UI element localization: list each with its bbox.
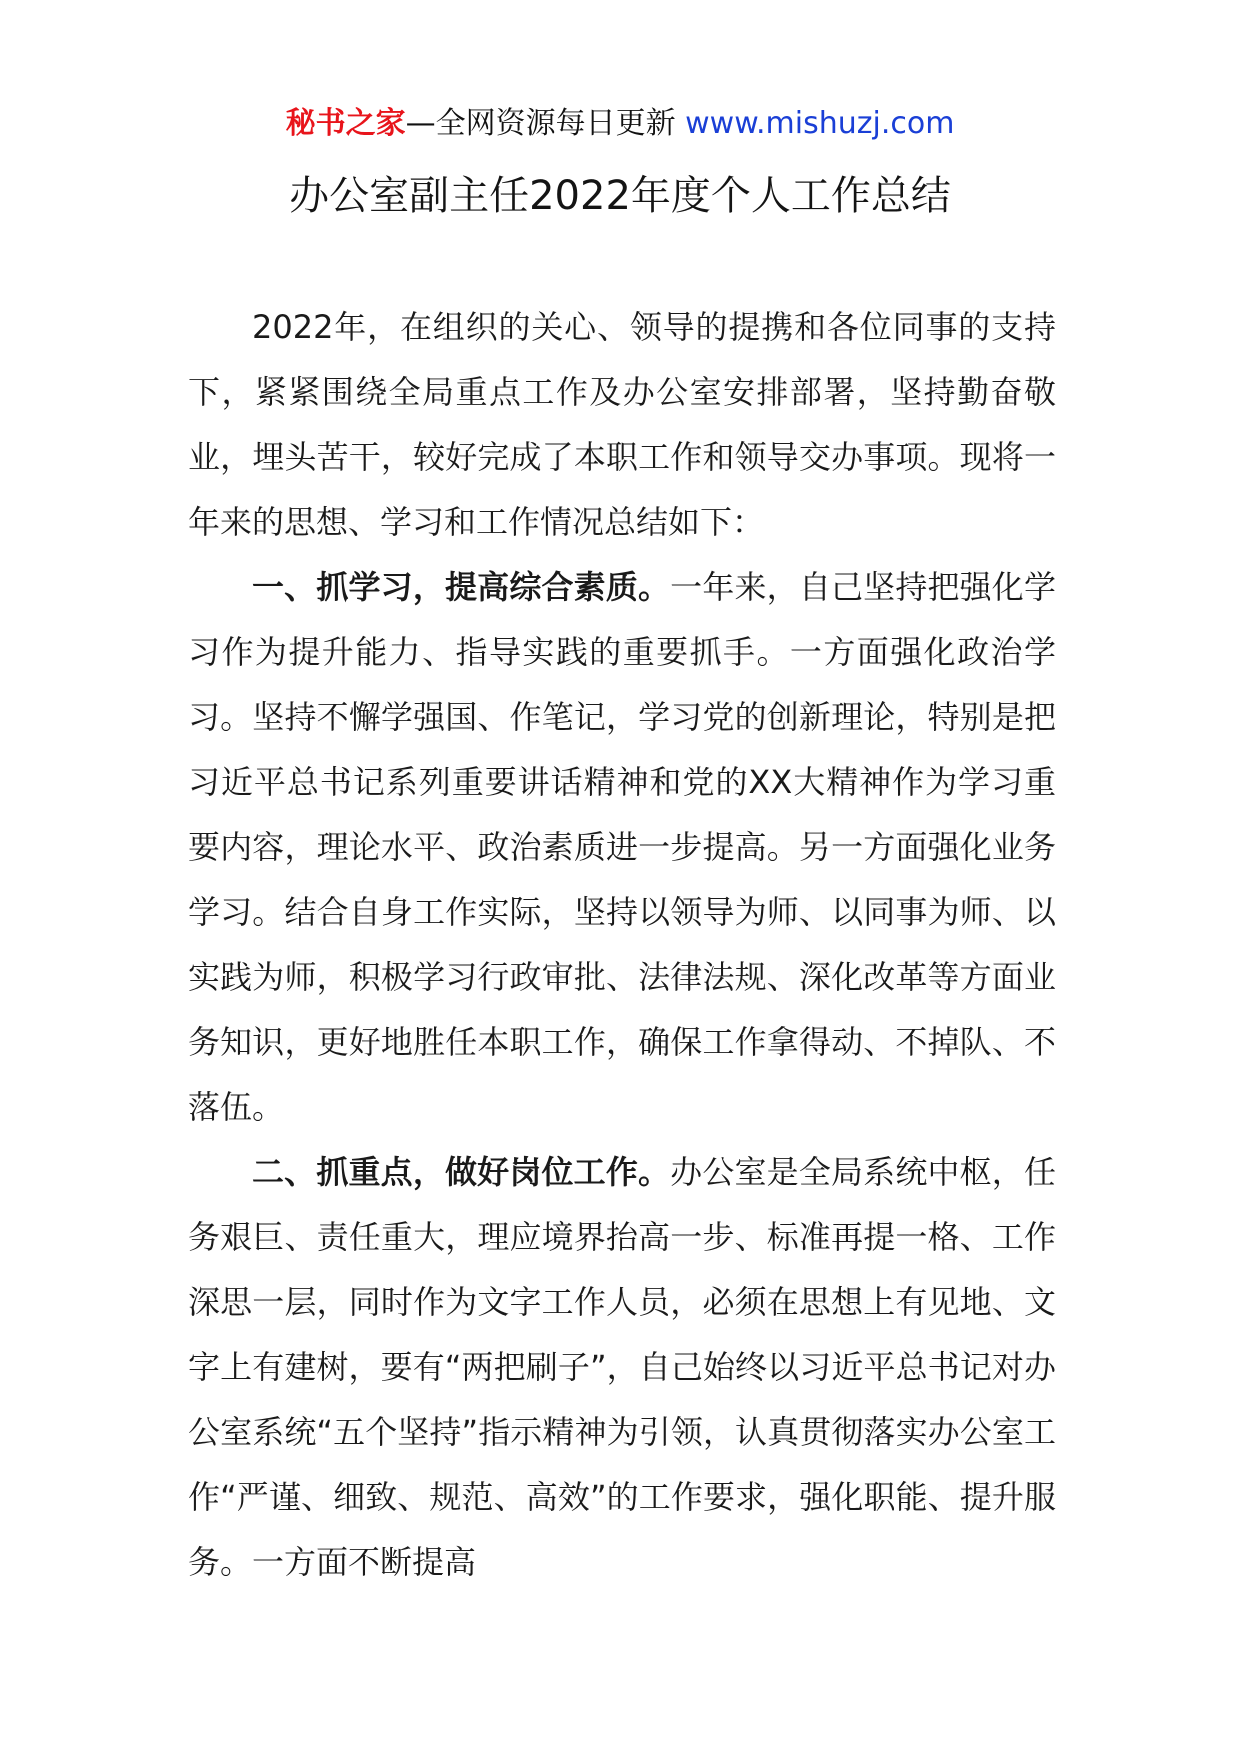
paragraph-intro [188, 295, 1056, 555]
paragraph-text: 一年来，自己坚持把强化学习作为提升能力、指导实践的重要抓手。一方面强化政治学习。坚持不懈学强国、作笔记，学习党的创新理论，特别是把习近平总书记系列重要讲话精神和党的XX大精神作为学习重要内容，理论水平、政治素质进一步提高。另一方面强化业务学习。结合自身工作实际，坚持以领导为师、以同事为师、以实践为师，积极学习行政审批、法律法规、深化改革等方面业务知识，更好地胜任本职工作，确保工作拿得动、不掉队、不落伍。 [188, 568, 1056, 1126]
document-body [188, 295, 1056, 1595]
header-tagline: —全网资源每日更新 [405, 106, 676, 141]
document-title: 办公室副主任2022年度个人工作总结 [289, 173, 951, 219]
section-heading: 二、抓重点，做好岗位工作。 [252, 1153, 671, 1191]
paragraph-section-1 [188, 555, 1056, 1140]
paragraph-text: 办公室是全局系统中枢，任务艰巨、责任重大，理应境界抬高一步、标准再提一格、工作深思一层，同时作为文字工作人员，必须在思想上有见地、文字上有建树，要有“两把刷子”，自己始终以习近平总书记对办公室系统“五个坚持”指示精神为引领，认真贯彻落实办公室工作“严谨、细致、规范、高效”的工作要求，强化职能、提升服务。一方面不断提高 [188, 1153, 1056, 1581]
paragraph-text: 2022年，在组织的关心、领导的提携和各位同事的支持下，紧紧围绕全局重点工作及办公室安排部署，坚持勤奋敬业，埋头苦干，较好完成了本职工作和领导交办事项。现将一年来的思想、学习和工作情况总结如下： [188, 308, 1056, 541]
section-heading: 一、抓学习，提高综合素质。 [252, 568, 671, 606]
paragraph-section-2 [188, 1140, 1056, 1595]
header-brand: 秘书之家 [285, 106, 406, 141]
site-header [0, 104, 1240, 144]
header-url-link[interactable]: www.mishuzj.com [685, 106, 955, 141]
